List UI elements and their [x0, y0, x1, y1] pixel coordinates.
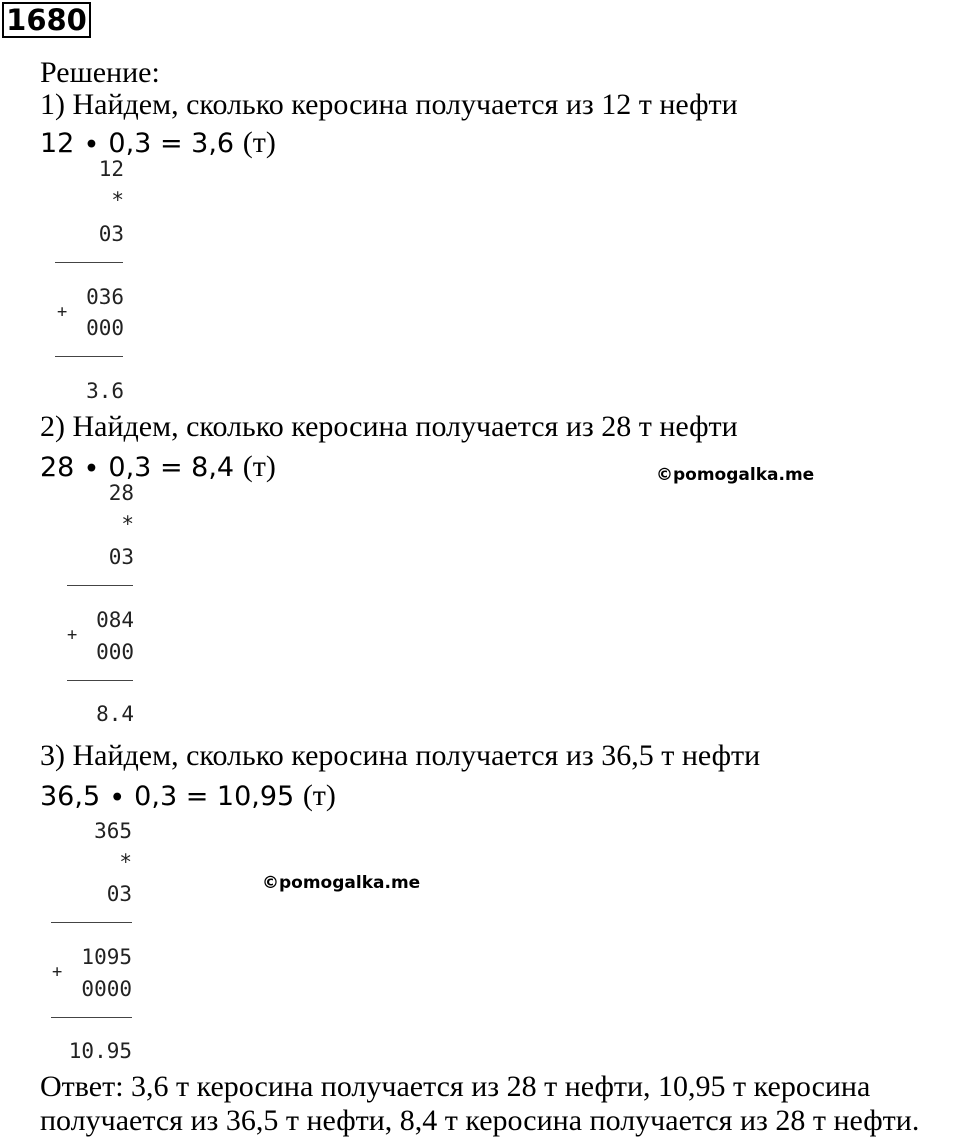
column-partial-1: 036 [86, 285, 124, 309]
column-result: 10.95 [68, 1039, 132, 1063]
step-1-expression: 12 ∙ 0,3 = [40, 128, 183, 159]
answer-line-1: Ответ: 3,6 т керосина получается из 28 т нефти, 10,95 т керосина [40, 1070, 871, 1103]
step-2-unit: (т) [242, 450, 276, 483]
column-rule [55, 356, 123, 357]
step-1-result: 3,6 [191, 128, 235, 159]
step-1-unit: (т) [242, 126, 276, 159]
step-2-equation [40, 452, 276, 482]
column-rule [51, 1017, 132, 1018]
step-2-heading: 2) Найдем, сколько керосина получается из 28 т нефти [40, 410, 738, 443]
column-partial-2: 000 [96, 640, 134, 664]
column-top: 365 [94, 819, 132, 843]
step-1-heading: 1) Найдем, сколько керосина получается из 12 т нефти [40, 88, 738, 121]
column-partial-1: 084 [96, 608, 134, 632]
step-3-equation [40, 781, 336, 811]
step-2-expression: 28 ∙ 0,3 = [40, 452, 183, 483]
column-rule [55, 262, 123, 263]
column-rule [51, 922, 132, 923]
step-3-expression: 36,5 ∙ 0,3 = [40, 781, 209, 812]
step-3-result: 10,95 [216, 781, 295, 812]
column-result: 3.6 [86, 379, 124, 403]
step-1-equation [40, 128, 276, 158]
column-rule [67, 585, 133, 586]
column-rule [67, 680, 133, 681]
watermark: ©pomogalka.me [262, 873, 421, 893]
step-2-result: 8,4 [191, 452, 235, 483]
column-partial-2: 0000 [81, 977, 132, 1001]
column-result: 8.4 [96, 702, 134, 726]
plus-sign: + [57, 302, 68, 322]
column-operator: * [111, 188, 124, 212]
step-3-unit: (т) [302, 779, 336, 812]
plus-sign: + [67, 625, 78, 645]
watermark: ©pomogalka.me [656, 465, 815, 485]
problem-number: 1680 [2, 2, 91, 38]
plus-sign: + [52, 962, 63, 982]
column-top: 12 [98, 157, 124, 181]
column-multiplier: 03 [106, 882, 132, 906]
solution-label: Решение: [40, 56, 160, 89]
column-operator: * [119, 850, 132, 874]
column-multiplier: 03 [108, 545, 134, 569]
column-partial-2: 000 [86, 316, 124, 340]
column-operator: * [121, 512, 134, 536]
answer-line-2: получается из 36,5 т нефти, 8,4 т керосина получается из 28 т нефти. [40, 1104, 920, 1137]
column-multiplier: 03 [98, 222, 124, 246]
step-3-heading: 3) Найдем, сколько керосина получается из 36,5 т нефти [40, 739, 761, 772]
column-top: 28 [108, 481, 134, 505]
column-partial-1: 1095 [81, 945, 132, 969]
